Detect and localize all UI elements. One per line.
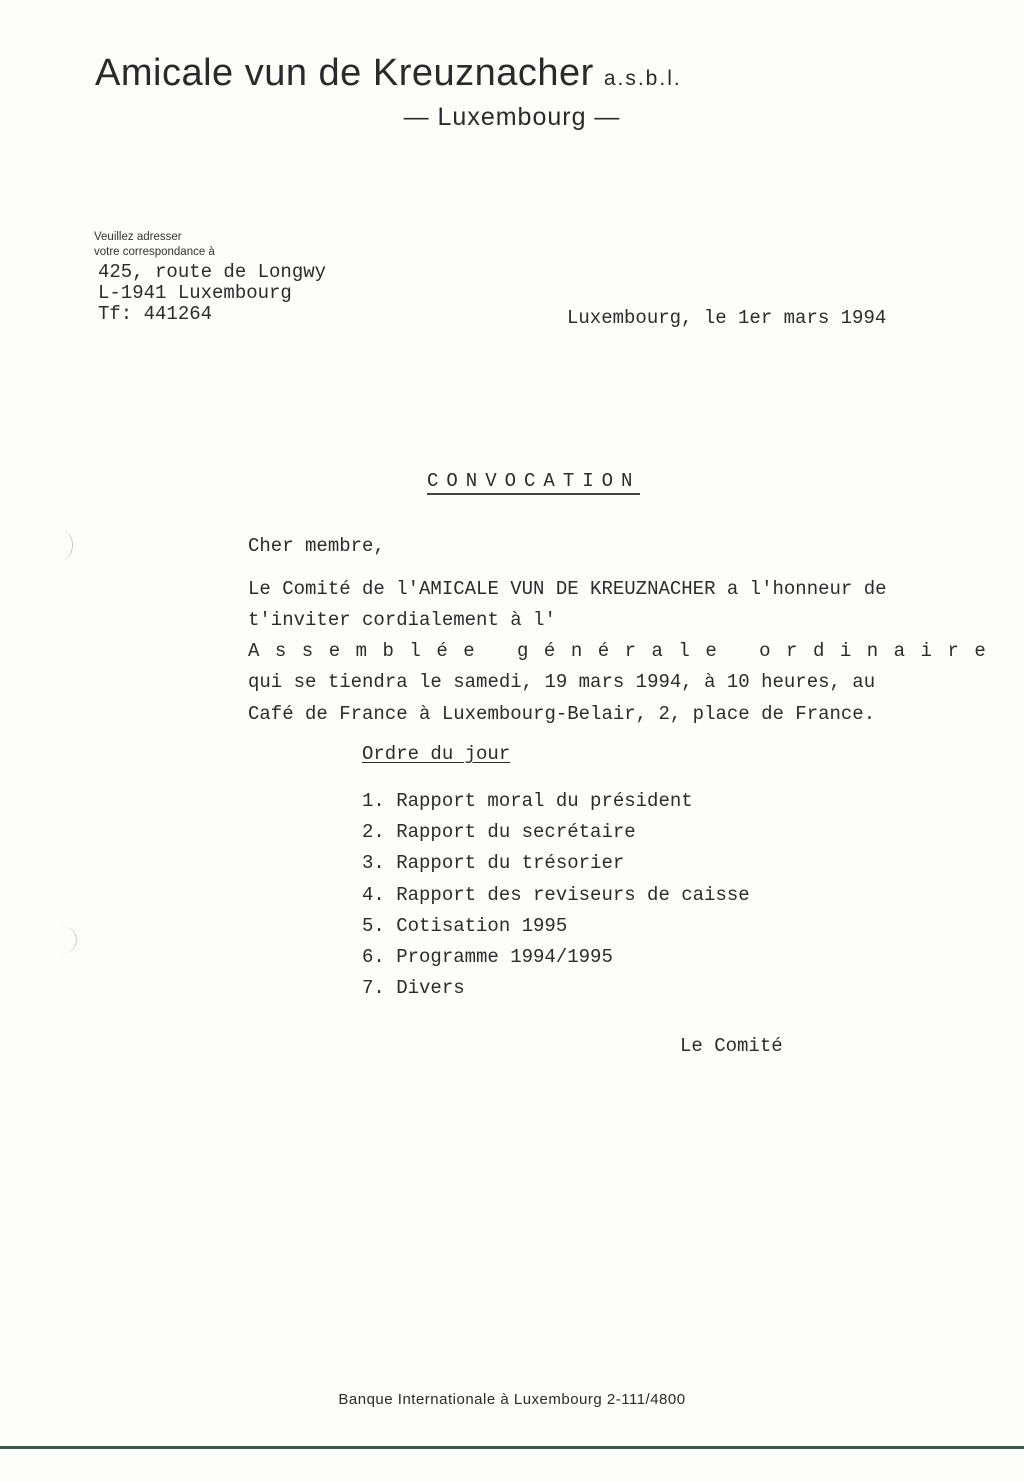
body-line-1: Le Comité de l'AMICALE VUN DE KREUZNACHER a l'honneur de	[248, 578, 887, 600]
organization-name-text: Amicale vun de Kreuznacher	[95, 52, 594, 94]
return-address	[98, 262, 326, 325]
agenda-title: Ordre du jour	[362, 743, 511, 765]
agenda-list	[362, 786, 750, 1004]
footer-divider	[0, 1446, 1024, 1449]
agenda-item: 3. Rapport du trésorier	[362, 852, 625, 875]
agenda-item: 7. Divers	[362, 977, 465, 1000]
agenda-item: 4. Rapport des reviseurs de caisse	[362, 883, 750, 906]
organization-suffix: a.s.b.l.	[603, 67, 682, 90]
letter-date: Luxembourg, le 1er mars 1994	[567, 307, 887, 329]
correspondence-note-line1: Veuillez adresser	[94, 231, 182, 243]
body-line-2: t'inviter cordialement à l'	[248, 609, 556, 631]
footer-bank-details: Banque Internationale à Luxembourg 2-111/4800	[338, 1391, 686, 1408]
punch-hole-mark	[50, 530, 73, 560]
salutation: Cher membre,	[248, 535, 385, 557]
body-line-4: qui se tiendra le samedi, 19 mars 1994, à 10 heures, au	[248, 671, 876, 693]
signature: Le Comité	[680, 1035, 783, 1057]
agenda-item: 1. Rapport moral du président	[362, 790, 693, 812]
correspondence-note-line2: votre correspondance à	[94, 246, 215, 258]
organization-city: — Luxembourg —	[403, 103, 621, 131]
agenda-item: 5. Cotisation 1995	[362, 914, 568, 937]
address-line-street: 425, route de Longwy	[98, 261, 327, 283]
address-line-phone: Tf: 441264	[98, 303, 213, 325]
correspondence-note	[94, 230, 215, 260]
body-line-5: Café de France à Luxembourg-Belair, 2, place de France.	[248, 703, 876, 725]
body-line-3-spaced: Assemblée générale ordinaire	[248, 640, 1002, 662]
address-line-city: L-1941 Luxembourg	[98, 282, 292, 304]
punch-hole-mark	[40, 925, 77, 955]
letter-title: CONVOCATION	[427, 470, 640, 495]
agenda-item: 2. Rapport du secrétaire	[362, 821, 636, 844]
organization-name	[95, 52, 682, 95]
agenda-item: 6. Programme 1994/1995	[362, 946, 613, 969]
